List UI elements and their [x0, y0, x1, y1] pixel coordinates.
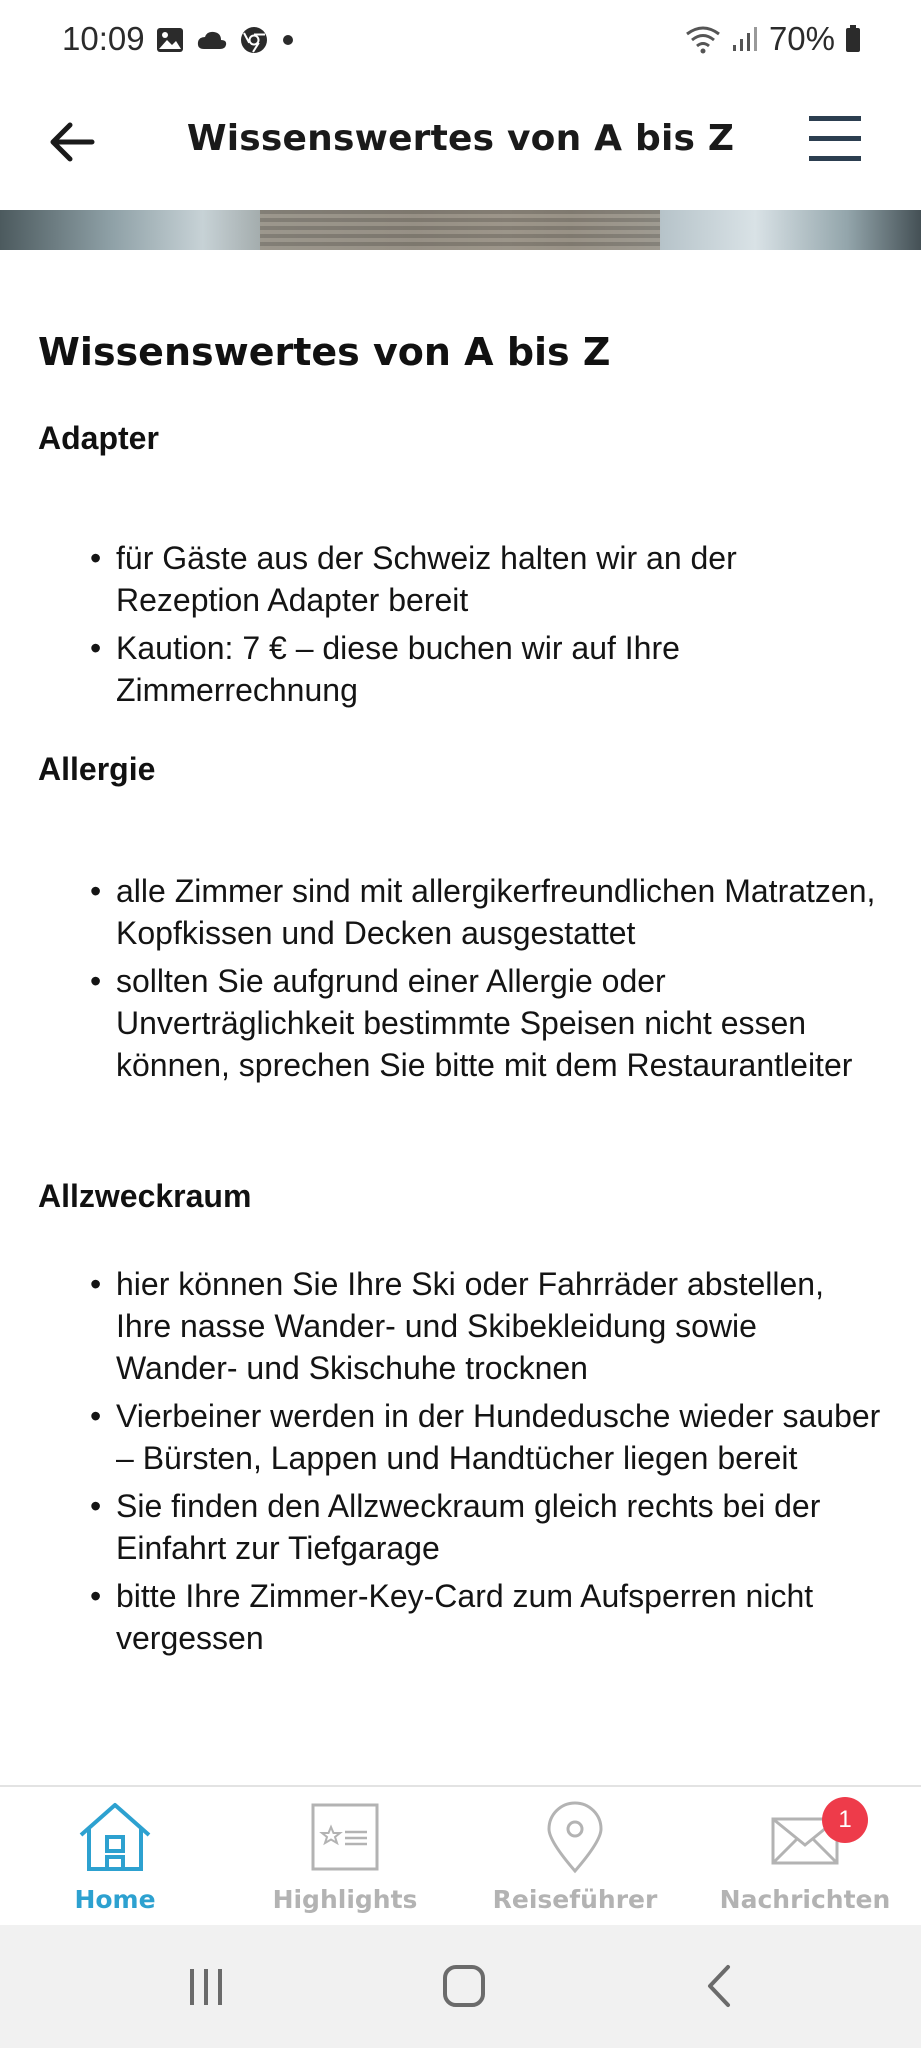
header-image	[0, 210, 921, 250]
status-icons-left	[156, 26, 296, 54]
notification-badge: 1	[822, 1797, 868, 1843]
star-card-icon	[305, 1799, 385, 1875]
list-item: • sollten Sie aufgrund einer Allergie oder Unverträglichkeit bestimmte Speisen nicht essen können, sprechen Sie bitte mit dem Restaurantleiter	[90, 960, 883, 1086]
nav-highlights[interactable]	[230, 1787, 460, 1927]
back-chevron-icon	[680, 1957, 760, 2017]
home-button[interactable]	[423, 1957, 503, 2017]
dot-icon	[280, 32, 296, 48]
cloud-icon	[196, 29, 228, 51]
list-allzweckraum	[90, 1263, 883, 1659]
list-item: • Sie finden den Allzweckraum gleich rechts bei der Einfahrt zur Tiefgarage	[90, 1485, 883, 1569]
status-bar	[0, 0, 921, 82]
signal-icon	[731, 25, 759, 53]
bottom-navigation	[0, 1785, 921, 1925]
list-item: • Vierbeiner werden in der Hundedusche wieder sauber – Bürsten, Lappen und Handtücher liegen bereit	[90, 1395, 883, 1479]
map-pin-icon	[535, 1799, 615, 1875]
nav-reisefuehrer-label: Reiseführer	[492, 1885, 658, 1914]
nav-reisefuehrer[interactable]	[460, 1787, 690, 1927]
image-icon	[156, 27, 184, 53]
wifi-icon	[685, 24, 721, 54]
status-icons-right	[685, 20, 861, 58]
status-time: 10:09	[62, 20, 145, 57]
main-content	[0, 250, 921, 1785]
menu-button[interactable]	[807, 112, 863, 166]
list-item: • bitte Ihre Zimmer-Key-Card zum Aufsperren nicht vergessen	[90, 1575, 883, 1659]
recents-button[interactable]	[166, 1957, 246, 2017]
nav-home[interactable]	[0, 1787, 230, 1927]
header-title: Wissenswertes von A bis Z	[186, 118, 735, 159]
list-item: • hier können Sie Ihre Ski oder Fahrräder abstellen, Ihre nasse Wander- und Skibekleidung sowie Wander- und Skischuhe trocknen	[90, 1263, 883, 1389]
house-icon	[75, 1799, 155, 1875]
page-title: Wissenswertes von A bis Z	[38, 330, 611, 374]
section-heading-allzweckraum: Allzweckraum	[38, 1178, 252, 1214]
boardwalk-image	[260, 210, 660, 250]
nav-nachrichten[interactable]	[690, 1787, 920, 1927]
section-heading-allergie: Allergie	[38, 751, 156, 787]
battery-icon	[845, 25, 861, 53]
home-circle-icon	[423, 1957, 503, 2017]
nav-nachrichten-label: Nachrichten	[719, 1885, 891, 1914]
list-adapter	[90, 537, 883, 711]
recents-icon	[166, 1957, 246, 2017]
section-heading-adapter: Adapter	[38, 420, 159, 456]
back-button[interactable]	[46, 116, 98, 168]
nav-highlights-label: Highlights	[272, 1885, 418, 1914]
battery-percent: 70%	[768, 20, 835, 57]
arrow-left-icon	[46, 116, 98, 168]
list-item: • für Gäste aus der Schweiz halten wir an der Rezeption Adapter bereit	[90, 537, 883, 621]
list-allergie	[90, 870, 883, 1086]
nav-home-label: Home	[74, 1885, 156, 1914]
chrome-icon	[240, 26, 268, 54]
list-item: • Kaution: 7 € – diese buchen wir auf Ihre Zimmerrechnung	[90, 627, 883, 711]
hamburger-menu-icon	[807, 112, 863, 166]
system-back-button[interactable]	[680, 1957, 760, 2017]
system-navigation-bar	[0, 1925, 921, 2048]
app-header	[0, 82, 921, 210]
list-item: • alle Zimmer sind mit allergikerfreundlichen Matratzen, Kopfkissen und Decken ausgestattet	[90, 870, 883, 954]
